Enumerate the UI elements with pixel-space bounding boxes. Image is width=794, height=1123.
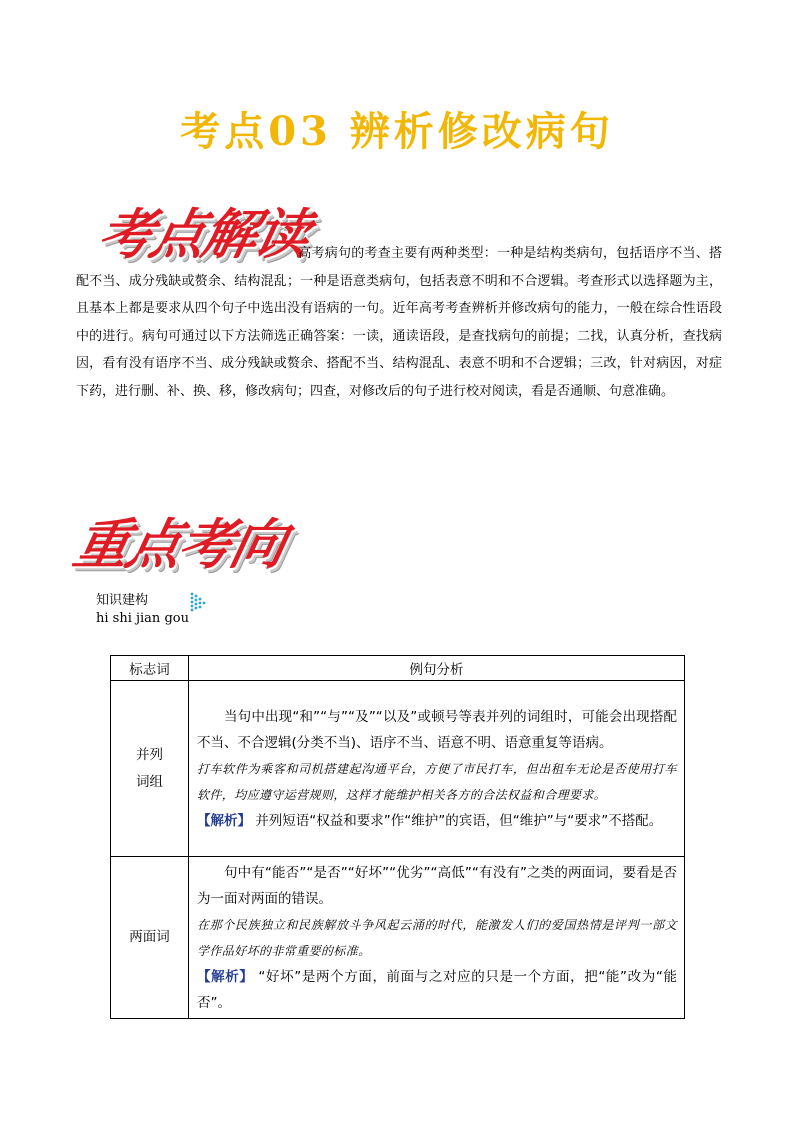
row-content <box>189 681 685 857</box>
knowledge-building-label <box>96 592 189 628</box>
analysis-tag: 【解析】 <box>197 813 251 829</box>
section-banner-zhongdian-kaoxiang: 重点考向 <box>68 512 291 576</box>
intro-text: 高考病句的考查主要有两种类型：一种是结构类病句，包括语序不当、搭配不当、成分残缺或赘余、结构混乱；一种是语意类病句，包括表意不明和不合逻辑。考查形式以选择题为主，且基本上都是要求从四个句子中选出没有语病的一句。近年高考考查辨析并修改病句的能力，一般在综合性语段中的进行。病句可通过以下方法筛选正确答案：一读，通读语段，是查找病句的前提；二找，认真分析，查找病因，看有没有语序不当、成分残缺或赘余、搭配不当、结构混乱、表意不明和不合逻辑；三改，针对病因，对症下药，进行删、补、换、移，修改病句；四查，对修改后的句子进行校对阅读，看是否通顺、句意准确。 <box>76 246 722 399</box>
analysis-line <box>197 808 677 834</box>
triangle-dots-icon <box>190 592 206 614</box>
example-sentence: 在那个民族独立和民族解放斗争风起云涌的时代，能激发人们的爱国热情是评判一部文学作品好坏的非常重要的标准。 <box>197 918 677 958</box>
row-description: 句中有“能否”“是否”“好坏”“优劣”“高低”“有没有”之类的两面词，要看是否为一面对两面的错误。 <box>197 865 677 907</box>
row-description: 当句中出现“和”“与”“及”“以及”或顿号等表并列的词组时，可能会出现搭配不当、不合逻辑(分类不当)、语序不当、语意不明、语意重复等语病。 <box>197 709 677 751</box>
row-label-two-sided-word: 两面词 <box>111 857 189 1019</box>
banner-indent-spacer <box>76 256 298 257</box>
kb-chinese-label: 知识建构 <box>96 593 149 608</box>
table-row <box>111 857 685 1019</box>
kb-pinyin-label: hi shi jian gou <box>96 611 189 626</box>
row-content <box>189 857 685 1019</box>
column-header-marker-word: 标志词 <box>111 656 189 681</box>
table-row <box>111 681 685 857</box>
column-header-example-analysis: 例句分析 <box>189 656 685 681</box>
intro-paragraph <box>76 240 722 405</box>
analysis-line <box>197 964 677 1016</box>
section-banner-kaodian-jiedu: 考点解读 <box>92 202 315 266</box>
analysis-text: 并列短语“权益和要求”作“维护”的宾语，但“维护”与“要求”不搭配。 <box>251 813 663 829</box>
example-sentence: 打车软件为乘客和司机搭建起沟通平台，方便了市民打车，但出租车无论是否使用打车软件，均应遵守运营规则，这样才能维护相关各方的合法权益和合理要求。 <box>197 762 677 802</box>
table-header-row <box>111 656 685 681</box>
row-label-parallel-phrase: 并列 词组 <box>111 681 189 857</box>
analysis-text: “好坏”是两个方面，前面与之对应的只是一个方面，把“能”改为“能否”。 <box>197 969 678 1011</box>
analysis-table <box>110 655 685 1019</box>
page-title: 考点03 辨析修改病句 <box>180 108 614 155</box>
analysis-tag: 【解析】 <box>197 969 254 985</box>
